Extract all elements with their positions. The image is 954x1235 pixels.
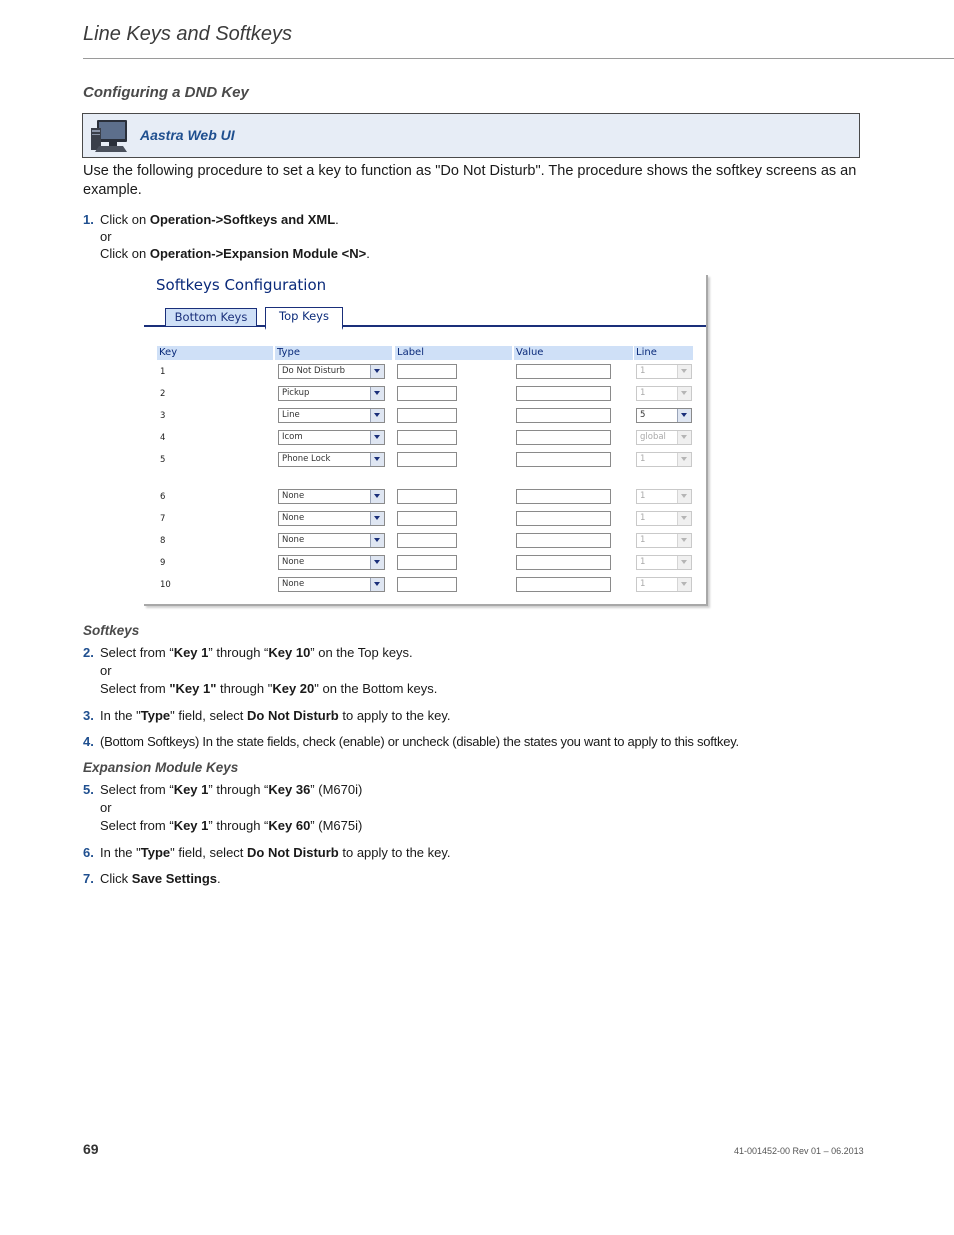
label-input[interactable]: [397, 555, 457, 570]
type-select[interactable]: [278, 430, 385, 445]
step-7-text: Click Save Settings.: [100, 871, 221, 886]
value-input[interactable]: [516, 489, 611, 504]
step-5-or: or: [100, 800, 112, 815]
value-input[interactable]: [516, 555, 611, 570]
row-key-number: 8: [160, 536, 166, 546]
row-key-number: 5: [160, 455, 166, 465]
line-select-value: 1: [640, 557, 646, 567]
line-select: [636, 577, 692, 592]
chevron-down-icon: [677, 578, 691, 591]
chevron-down-icon: [370, 534, 384, 547]
row-key-number: 7: [160, 514, 166, 524]
chevron-down-icon: [677, 453, 691, 466]
step-2-line-1: Select from “Key 1” through “Key 10” on the Top keys.: [100, 645, 413, 660]
softkeys-configuration-screenshot: [144, 275, 708, 606]
column-header-line: Line: [634, 346, 693, 360]
step-3-text: In the "Type" field, select Do Not Disturb to apply to the key.: [100, 708, 451, 723]
column-header-key: Key: [157, 346, 273, 360]
label-input[interactable]: [397, 364, 457, 379]
value-input[interactable]: [516, 364, 611, 379]
tab-bottom-keys[interactable]: Bottom Keys: [165, 308, 257, 326]
chevron-down-icon: [677, 387, 691, 400]
chevron-down-icon: [370, 387, 384, 400]
type-select[interactable]: [278, 533, 385, 548]
page-number: 69: [83, 1141, 99, 1157]
label-input[interactable]: [397, 408, 457, 423]
chevron-down-icon: [677, 534, 691, 547]
column-header-label: Label: [395, 346, 512, 360]
row-key-number: 1: [160, 367, 166, 377]
type-select[interactable]: [278, 452, 385, 467]
line-select: [636, 533, 692, 548]
type-select-value: Pickup: [282, 388, 310, 398]
chevron-down-icon: [677, 490, 691, 503]
line-select-value: 1: [640, 388, 646, 398]
computer-icon: [89, 118, 129, 159]
value-input[interactable]: [516, 386, 611, 401]
row-key-number: 9: [160, 558, 166, 568]
type-select[interactable]: [278, 386, 385, 401]
line-select: [636, 430, 692, 445]
line-select: [636, 555, 692, 570]
label-input[interactable]: [397, 430, 457, 445]
type-select-value: None: [282, 491, 305, 501]
chevron-down-icon: [370, 453, 384, 466]
line-select: [636, 452, 692, 467]
row-key-number: 4: [160, 433, 166, 443]
label-input[interactable]: [397, 452, 457, 467]
line-select: [636, 386, 692, 401]
chevron-down-icon: [370, 556, 384, 569]
label-input[interactable]: [397, 577, 457, 592]
line-select-value: 1: [640, 513, 646, 523]
line-select-value: 5: [640, 410, 646, 420]
chevron-down-icon: [677, 365, 691, 378]
type-select[interactable]: [278, 577, 385, 592]
step-4-text: (Bottom Softkeys) In the state fields, check (enable) or uncheck (disable) the states you want to apply to this softkey.: [100, 734, 739, 749]
chevron-down-icon: [677, 512, 691, 525]
column-header-type: Type: [275, 346, 392, 360]
chevron-down-icon: [370, 578, 384, 591]
chevron-down-icon: [370, 431, 384, 444]
label-input[interactable]: [397, 533, 457, 548]
document-id: 41-001452-00 Rev 01 – 06.2013: [734, 1146, 864, 1156]
type-select-value: None: [282, 579, 305, 589]
type-select[interactable]: [278, 511, 385, 526]
value-input[interactable]: [516, 408, 611, 423]
chevron-down-icon: [677, 431, 691, 444]
label-input[interactable]: [397, 489, 457, 504]
step-5-line-2: Select from “Key 1” through “Key 60” (M675i): [100, 818, 363, 833]
type-select[interactable]: [278, 489, 385, 504]
row-key-number: 2: [160, 389, 166, 399]
line-select-value: 1: [640, 491, 646, 501]
step-1-or: or: [100, 229, 112, 244]
page-header-title: Line Keys and Softkeys: [83, 23, 293, 45]
step-2-or: or: [100, 663, 112, 678]
chevron-down-icon: [677, 556, 691, 569]
type-select-value: Line: [282, 410, 300, 420]
type-select-value: Do Not Disturb: [282, 366, 345, 376]
step-1-line-2: Click on Operation->Expansion Module <N>.: [100, 246, 370, 261]
step-1-number: 1.: [83, 212, 94, 227]
step-4-number: 4.: [83, 734, 94, 749]
value-input[interactable]: [516, 452, 611, 467]
type-select-value: None: [282, 513, 305, 523]
step-6-text: In the "Type" field, select Do Not Disturb to apply to the key.: [100, 845, 451, 860]
web-ui-callout: [82, 113, 860, 158]
type-select[interactable]: [278, 408, 385, 423]
line-select: [636, 489, 692, 504]
column-header-value: Value: [514, 346, 633, 360]
step-5-number: 5.: [83, 782, 94, 797]
type-select-value: Icom: [282, 432, 303, 442]
step-5-line-1: Select from “Key 1” through “Key 36” (M670i): [100, 782, 363, 797]
line-select-value: 1: [640, 535, 646, 545]
expansion-module-subtitle: Expansion Module Keys: [83, 760, 239, 775]
value-input[interactable]: [516, 511, 611, 526]
step-2-number: 2.: [83, 645, 94, 660]
label-input[interactable]: [397, 511, 457, 526]
row-key-number: 6: [160, 492, 166, 502]
step-3-number: 3.: [83, 708, 94, 723]
value-input[interactable]: [516, 533, 611, 548]
type-select-value: None: [282, 557, 305, 567]
line-select-value: 1: [640, 579, 646, 589]
value-input[interactable]: [516, 430, 611, 445]
softkeys-subtitle: Softkeys: [83, 623, 140, 638]
chevron-down-icon: [370, 409, 384, 422]
step-1-line-1: Click on Operation->Softkeys and XML.: [100, 212, 339, 227]
softkeys-configuration-title: Softkeys Configuration: [156, 276, 327, 294]
tab-top-keys[interactable]: Top Keys: [265, 307, 343, 330]
step-6-number: 6.: [83, 845, 94, 860]
step-7-number: 7.: [83, 871, 94, 886]
chevron-down-icon: [370, 490, 384, 503]
line-select-value: 1: [640, 454, 646, 464]
step-2-line-2: Select from "Key 1" through "Key 20" on the Bottom keys.: [100, 681, 438, 696]
web-ui-label: Aastra Web UI: [140, 127, 235, 143]
type-select-value: Phone Lock: [282, 454, 331, 464]
value-input[interactable]: [516, 577, 611, 592]
label-input[interactable]: [397, 386, 457, 401]
line-select[interactable]: [636, 408, 692, 423]
row-key-number: 10: [160, 580, 171, 590]
type-select[interactable]: [278, 364, 385, 379]
line-select: [636, 364, 692, 379]
type-select[interactable]: [278, 555, 385, 570]
line-select-value: 1: [640, 366, 646, 376]
type-select-value: None: [282, 535, 305, 545]
row-key-number: 3: [160, 411, 166, 421]
intro-paragraph: Use the following procedure to set a key to function as "Do Not Disturb". The procedure shows the softkey screens as an example.: [83, 163, 857, 198]
chevron-down-icon: [370, 365, 384, 378]
line-select: [636, 511, 692, 526]
header-divider: [83, 58, 954, 59]
line-select-value: global: [640, 432, 666, 442]
chevron-down-icon: [677, 409, 691, 422]
chevron-down-icon: [370, 512, 384, 525]
section-title: Configuring a DND Key: [83, 84, 249, 101]
